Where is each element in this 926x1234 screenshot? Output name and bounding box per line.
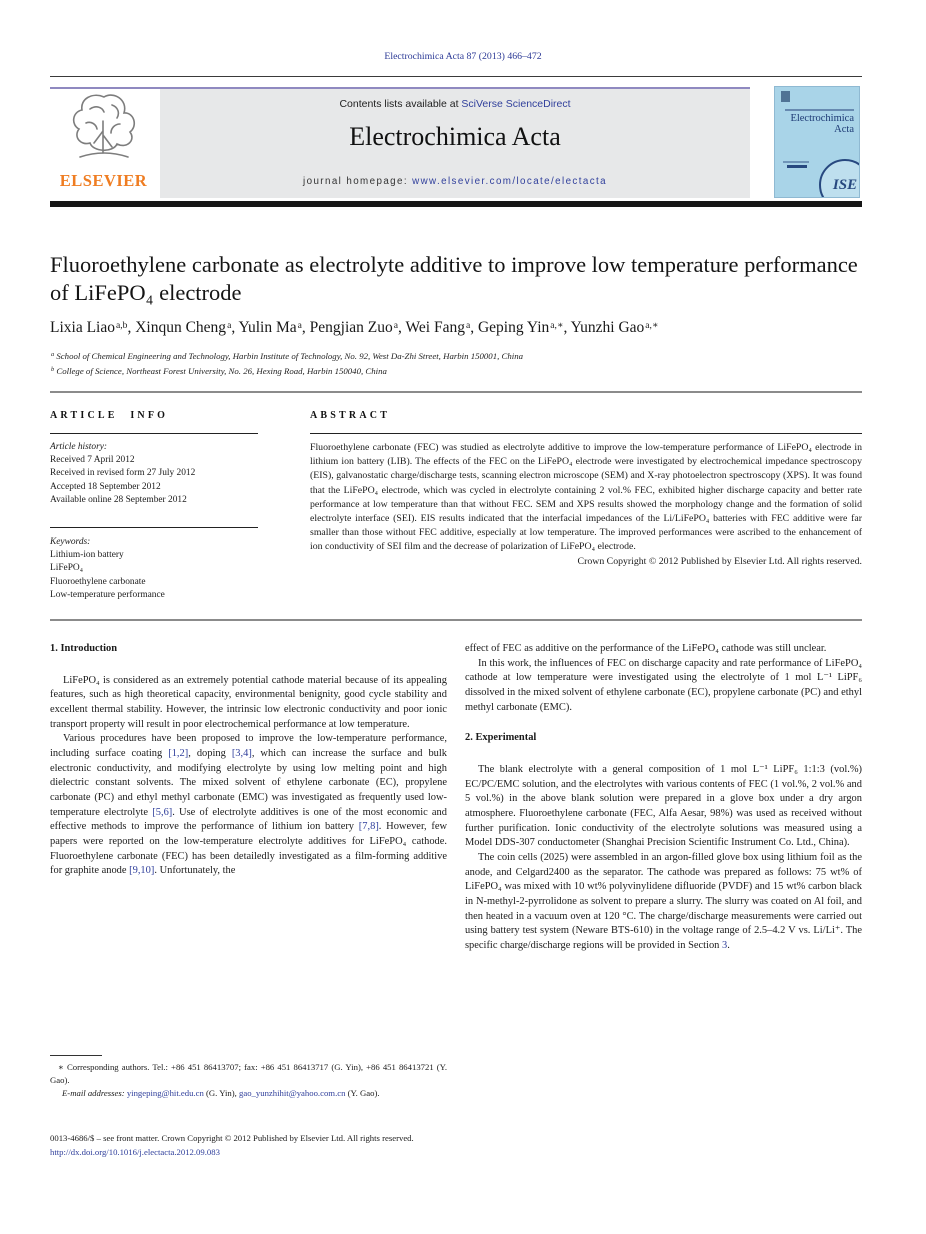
author: Yunzhi Gao$^{a,∗}$ — [570, 319, 659, 336]
body-paragraph: LiFePO₄ is considered as an extremely potential cathode material because of its appealing features, such as high theoretical capacity, environmental benignity, good cycle stability and excellent thermal stability. However, the intrinsic low electronic conductivity and poor ionic transport property will result in poor electrochemical performance at low temperature. — [50, 674, 447, 730]
keywords-rule — [50, 527, 258, 528]
cover-publisher-mark — [781, 91, 790, 102]
body-paragraph: The coin cells (2025) were assembled in an argon-filled glove box using lithium foil as the anode, and Celgard2400 as the separator. The cathode was prepared as follows: 75 wt% of LiFePO₄ was mixed with 10 wt% polyvinylidene difluoride (PVDF) and 15 wt% carbon black in N-methyl-2-pyrrolidone as solvent to prepare a slurry. The slurry was coated on Al foil, and then heated in a vacuum oven at 120 °C. The charge/discharge measurements were carried out using battery test system (Neware BTS-610) in the voltage range of 2.5–4.2 V vs. Li/Li⁺. The specific charge/discharge regions will be provided in Section 3. — [465, 851, 862, 951]
footnote-contact: ∗ Corresponding authors. Tel.: +86 451 86413707; fax: +86 451 86413717 (G. Yin), +86 451 86413721 (Y. Gao). — [50, 1062, 447, 1085]
contents-prefix: Contents lists available at — [339, 98, 462, 110]
section-rule — [50, 391, 862, 393]
author-affil-sup: a,∗ — [550, 319, 564, 331]
keywords-label: Keywords: — [50, 537, 91, 547]
homepage-link[interactable]: www.elsevier.com/locate/electacta — [412, 176, 607, 187]
body-paragraph: In this work, the influences of FEC on discharge capacity and rate performance of LiFePO₄ cathode at low temperature were investigated using the electrolyte of 1 mol L⁻¹ LiPF₆ dissolved in the mixed solvent of ethylene carbonate (EC), propylene carbonate (PC) and ethyl methyl carbonate (EMC). — [465, 657, 862, 713]
journal-citation: Electrochimica Acta 87 (2013) 466–472 — [384, 51, 542, 62]
inline-citation[interactable]: [9,10] — [129, 865, 155, 877]
corresponding-author-footnote — [50, 1061, 447, 1100]
article-info-rule — [50, 433, 258, 434]
abstract-body — [310, 441, 862, 569]
author: Geping Yin$^{a,∗}$, — [477, 319, 571, 336]
footnote-rule — [50, 1055, 102, 1056]
ise-society-badge: ISE — [819, 159, 860, 198]
keywords — [50, 536, 290, 602]
article-title: Fluoroethylene carbonate as electrolyte additive to improve low temperature performance of LiFePO₄ electrode — [50, 252, 858, 305]
history-item: Received 7 April 2012 — [50, 455, 135, 466]
email-link-gao[interactable]: gao_yunzhihit@yahoo.com.cn — [239, 1088, 346, 1098]
author-affil-sup: a — [465, 319, 471, 331]
inline-citation[interactable]: [3,4] — [231, 747, 252, 759]
body-paragraph: Various procedures have been proposed to improve the low-temperature performance, including surface coating [1,2], doping [3,4], which can increase the surface and bulk electronic conductivity, and modifying electrolyte by using low melting point and high dielectric constant solvents. The mixed solvent of ethylene carbonate (EC), propylene carbonate (PC) and ethyl methyl carbonate (EMC) was investigated as frequently used low-temperature electrolyte [5,6]. Use of electrolyte additives is one of the most economic and effective methods to improve the performance of lithium ion battery [7,8]. However, few papers were reported on the low-temperature electrolyte additives for LiFePO₄ cathode. Fluoroethylene carbonate (FEC) has been detailedly investigated as a film-forming additive for graphite anode [9,10]. Unfortunately, the — [50, 733, 448, 877]
affiliations — [50, 350, 862, 379]
right-column — [465, 642, 862, 953]
article-history — [50, 441, 290, 507]
abstract-copyright: Crown Copyright © 2012 Published by Elsevier Ltd. All rights reserved. — [577, 555, 862, 567]
author: Xinqun Cheng$^a$, — [135, 319, 239, 336]
introduction-heading: 1. Introduction — [50, 643, 118, 654]
issn-copyright-line: 0013-4686/$ – see front matter. Crown Copyright © 2012 Published by Elsevier Ltd. All rights reserved. — [50, 1133, 414, 1143]
keyword-item: Lithium-ion battery — [50, 550, 124, 561]
history-item: Available online 28 September 2012 — [50, 494, 187, 505]
affiliation-a: $^a$ School of Chemical Engineering and Technology, Harbin Institute of Technology, No. 92, West Da-Zhi Street, Harbin 150001, China — [51, 351, 523, 361]
email-label: E-mail addresses: — [62, 1088, 127, 1098]
abstract-text: Fluoroethylene carbonate (FEC) was studied as electrolyte additive to improve the low-temperature performance of LiFePO₄ electrode in lithium ion battery (LIB). The effects of the FEC on the LiFePO₄ electrode were investigated by electrochemical impedance spectroscopy (EIS), galvanostatic charge/discharge tests, scanning electron microscope (SEM) and X-ray photoelectron spectroscopy (XPS). It was found that the LiFePO₄ electrode, which was cycled in electrolyte containing 2 vol.% FEC, exhibited higher discharge capacity and better rate performance at low temperature than that without FEC. SEM and XPS results showed the morphology change and the formation of solid electrolyte interface (SEI). EIS results indicated that the interfacial impedances of the Li/LiFePO₄ batteries with FEC additive were far smaller than those without FEC additive, especially at low temperature. The improved performances were ascribed to the enhancement of ion conductivity of SEI film and the decrease of polarization of LiFePO₄ electrode. — [310, 442, 862, 553]
section-rule — [50, 619, 862, 621]
experimental-heading: 2. Experimental — [465, 732, 537, 744]
left-column — [50, 642, 447, 879]
cover-text-bar — [783, 161, 809, 163]
journal-title: Electrochimica Acta — [349, 122, 561, 151]
history-item: Accepted 18 September 2012 — [50, 481, 161, 492]
contents-line — [160, 98, 750, 110]
author-affil-sup: a — [393, 319, 399, 331]
author-affil-sup: a,∗ — [645, 319, 659, 331]
author: Yulin Ma$^a$, — [238, 319, 310, 336]
cover-subtitle-bar — [785, 109, 854, 111]
elsevier-tree-icon — [68, 91, 140, 173]
keyword-item: Low-temperature performance — [50, 589, 165, 600]
cover-text-bar — [787, 165, 807, 168]
author-affil-sup: a,b — [116, 319, 128, 331]
inline-citation[interactable]: [1,2] — [168, 747, 189, 759]
masthead-banner — [160, 89, 750, 198]
keyword-item: Fluoroethylene carbonate — [50, 576, 146, 587]
author-list — [50, 319, 862, 337]
doi-link[interactable]: http://dx.doi.org/10.1016/j.electacta.2012.09.083 — [50, 1147, 220, 1157]
inline-citation[interactable]: [7,8] — [358, 821, 379, 833]
history-item: Received in revised form 27 July 2012 — [50, 468, 196, 479]
author-affil-sup: a — [227, 319, 232, 331]
email-link-yin[interactable]: yingeping@hit.edu.cn — [126, 1088, 204, 1098]
elsevier-wordmark: ELSEVIER — [59, 171, 148, 190]
article-info-heading: ARTICLE INFO — [50, 410, 169, 421]
imprint-footer — [50, 1131, 650, 1159]
body-paragraph: effect of FEC as additive on the performance of the LiFePO₄ cathode was still unclear. — [465, 643, 827, 654]
homepage-prefix: journal homepage: — [303, 176, 413, 187]
author-affil-sup: a — [297, 319, 302, 331]
sciencedirect-link[interactable]: SciVerse ScienceDirect — [461, 98, 571, 110]
author: Pengjian Zuo$^a$, — [309, 319, 406, 336]
header-rule — [50, 76, 862, 77]
history-label: Article history: — [50, 442, 108, 452]
section-link[interactable]: 3 — [722, 939, 728, 951]
inline-citation[interactable]: [5,6] — [152, 806, 173, 818]
elsevier-logo[interactable] — [50, 89, 157, 198]
author: Lixia Liao$^{a,b}$, — [50, 319, 136, 336]
body-paragraph: The blank electrolyte with a general composition of 1 mol L⁻¹ LiPF₆ 1:1:3 (vol.%) EC/PC/EMC solution, and the electrolytes with various contents of FEC (1 vol.%, 2 vol.% and 5 vol.%) in the above blank solution were prepared in a glove box under a dry argon atmosphere. Fluoroethylene carbonate (FEC, Alfa Aesar, 98%) was used as received without further purification. Ionic conductivity of the electrolyte solutions was measured using a Model DDS-307 conductometer (Shanghai Precision Scientific Instrument Co. Ltd., China). — [465, 763, 862, 849]
cover-title: Electrochimica Acta — [790, 113, 854, 135]
author: Wei Fang$^a$, — [405, 319, 478, 336]
homepage-line — [160, 176, 750, 187]
abstract-rule — [310, 433, 862, 434]
affiliation-b: $^b$ College of Science, Northeast Forest University, No. 26, Hexing Road, Harbin 150040, China — [51, 365, 387, 376]
abstract-heading: ABSTRACT — [310, 410, 391, 421]
masthead-divider-bar — [50, 201, 862, 207]
keyword-item: LiFePO₄ — [50, 563, 83, 574]
footnote-emails: E-mail addresses: yingeping@hit.edu.cn (G. Yin), gao_yunzhihit@yahoo.com.cn (Y. Gao). — [62, 1088, 380, 1098]
journal-cover-thumbnail[interactable] — [774, 86, 860, 198]
